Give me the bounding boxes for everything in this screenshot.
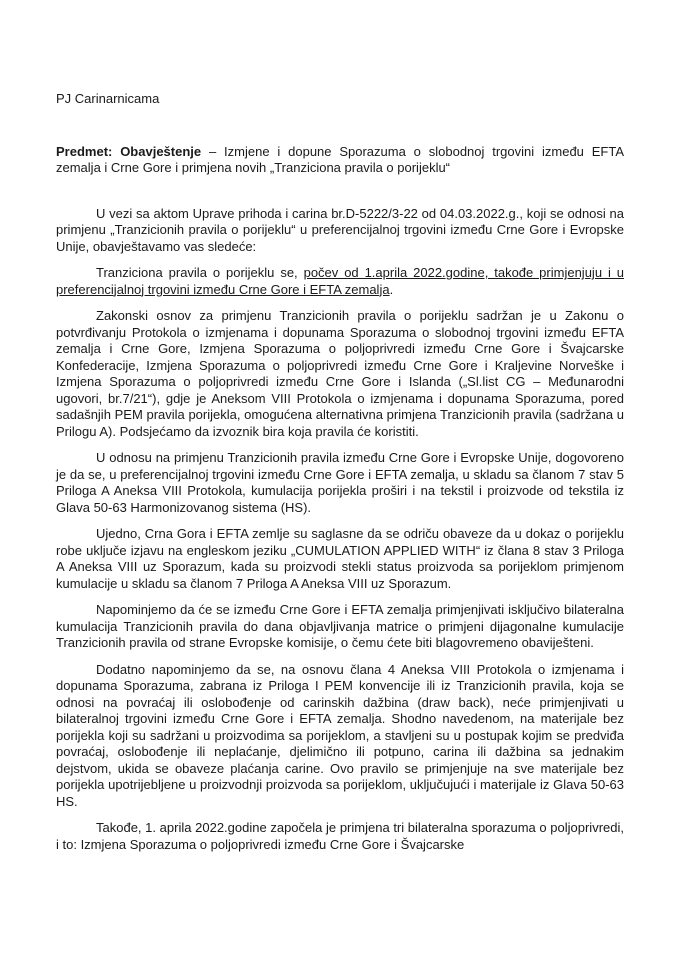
paragraph-agriculture-agreements: Takođe, 1. aprila 2022.godine započela je primjena tri bilateralna sporazuma o poljoprivredi, i to: Izmjena Sporazuma o poljoprivredi između Crne Gore i Švajcarske	[56, 820, 624, 852]
paragraph-transitional-rules-post: .	[389, 281, 394, 297]
paragraph-bilateral-cumulation: Napominjemo da će se između Crne Gore i EFTA zemalja primjenjivati isključivo bilateralna kumulacija Tranzicionih pravila do dana objavljivanja matrice o primjeni dijagonalne kumulacije Tranzicionih pravila od strane Evropske komisije, o čemu ćete biti blagovremeno obaviješteni.	[56, 602, 624, 650]
subject-label: Predmet: Obavještenje	[56, 143, 202, 159]
paragraph-transitional-rules-underlined: počev od 1.aprila 2022.godine, takođe primjenjuju i u preferencijalnoj trgovini između Crne Gore i EFTA zemalja	[56, 265, 624, 297]
paragraph-drawback: Dodatno napominjemo da se, na osnovu člana 4 Aneksa VIII Protokola o izmjenama i dopunama Sporazuma, zabrana iz Priloga I PEM konvencije ili iz Tranzicionih pravila, koja se odnosi na povraćaj ili oslobođenje od carinskih dažbina (draw back), neće primjenjivati u bilateralnoj trgovini između Crne Gore i EFTA zemalja. Shodno navedenom, na materijale bez porijekla koji su sadržani u proizvodima sa porijeklom, a stavljeni su u postupak kojim se predviđa povraćaj, oslobođenje ili neplaćanje, djelimično ili potpuno, carina ili dažbina sa jednakim dejstvom, ukida se obaveze plaćanja carine. Ovo pravilo se primjenjuje na sve materijale bez porijekla upotrijebljene u proizvodnji proizvoda sa porijeklom, uključujući i materijale iz Glava 50-63 HS.	[56, 661, 624, 809]
paragraph-cumulation-textile: U odnosu na primjenu Tranzicionih pravila između Crne Gore i Evropske Unije, dogovoreno je da se, u preferencijalnoj trgovini između Crne Gore i EFTA zemalja, u skladu sa članom 7 stav 5 Priloga A Aneksa VIII Protokola, kumulacija porijekla proširi i na tekstil i proizvode od tekstila iz Glava 50-63 Harmonizovanog sistema (HS).	[56, 450, 624, 515]
paragraph-transitional-rules-pre: Tranziciona pravila o porijeklu se,	[96, 265, 304, 280]
paragraph-transitional-rules	[56, 265, 624, 298]
paragraph-cumulation-statement: Ujedno, Crna Gora i EFTA zemlje su saglasne da se odriču obaveze da u dokaz o porijeklu robe uključe izjavu na engleskom jeziku „CUMULATION APPLIED WITH“ iz člana 8 stav 3 Priloga A Aneksa VIII uz Sporazum, kada su proizvodi stekli status proizvoda sa porijeklom primjenom kumulacije u skladu sa članom 7 Priloga A Aneksa VIII uz Sporazum.	[56, 526, 624, 591]
subject-line	[56, 144, 624, 177]
paragraph-intro: U vezi sa aktom Uprave prihoda i carina br.D-5222/3-22 od 04.03.2022.g., koji se odnosi na primjenu „Tranzicionih pravila o porijeklu“ u preferencijalnoj trgovini između Crne Gore i Evropske Unije, obavještavamo vas sledeće:	[56, 205, 624, 254]
paragraph-legal-basis: Zakonski osnov za primjenu Tranzicionih pravila o porijeklu sadržan je u Zakonu o potvrđivanju Protokola o izmjenama i dopunama Sporazuma o slobodnoj trgovini između EFTA zemalja i Crne Gore, Izmjena Sporazuma o poljoprivredi između Crne Gore i Švajcarske Konfederacije, Izmjena Sporazuma o poljoprivredi između Crne Gore i Kraljevine Norveške i Izmjena Sporazuma o poljoprivredi između Crne Gore i Islanda („Sl.list CG – Međunarodni ugovori, br.7/21“), gdje je Aneksom VIII Protokola o izmjenama i dopunama Sporazuma, pored sadašnjih PEM pravila porijekla, omogućena alternativna primjena Tranzicionih pravila (sadržana u Prilogu A). Podsjećamo da izvoznik bira koja pravila će koristiti.	[56, 308, 624, 439]
recipient-line: PJ Carinarnicama	[56, 91, 160, 106]
subject-text: – Izmjene i dopune Sporazuma o slobodnoj trgovini između EFTA zemalja i Crne Gore i primjena novih „Tranziciona pravila o porijeklu“	[56, 143, 624, 175]
